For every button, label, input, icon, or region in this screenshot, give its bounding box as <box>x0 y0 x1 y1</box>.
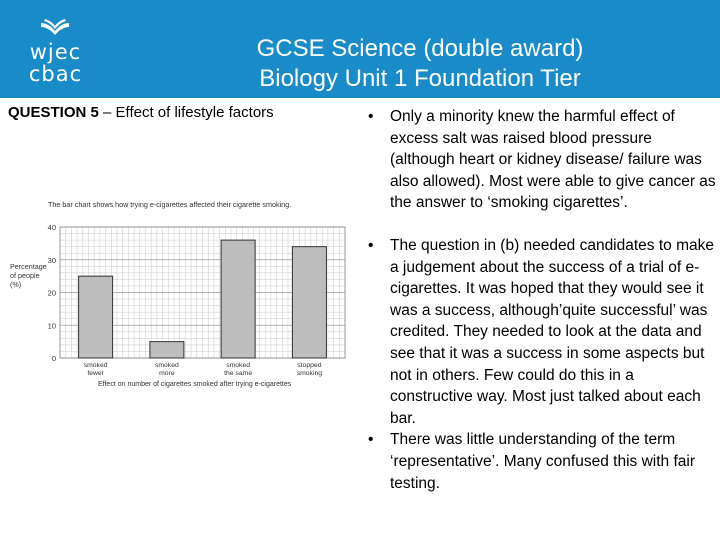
x-tick-label: smoked <box>154 362 179 369</box>
bullet-symbol: • <box>368 236 374 254</box>
commentary-list <box>366 106 716 494</box>
logo-text-wjec: wjec <box>29 40 82 64</box>
header-banner <box>0 0 720 98</box>
chart-title: The bar chart shows how trying e-cigarettes affected their cigarette smoking. <box>48 200 292 209</box>
x-axis-label: Effect on number of cigarettes smoked after trying e-cigarettes <box>98 381 292 388</box>
x-tick-label: smoked <box>226 362 251 369</box>
bullet-item <box>366 235 716 429</box>
y-tick-label: 0 <box>51 354 56 363</box>
y-tick-label: 30 <box>47 255 56 265</box>
x-tick-label: smoking <box>296 370 323 377</box>
title-line-2: Biology Unit 1 Foundation Tier <box>259 65 581 92</box>
question-topic: – Effect of lifestyle factors <box>98 104 274 121</box>
bar <box>221 240 255 358</box>
x-tick-label: more <box>159 370 175 377</box>
title-line-1: GCSE Science (double award) <box>256 35 584 62</box>
bar-chart-svg <box>8 195 353 410</box>
x-tick-label: the same <box>224 370 253 377</box>
bullet-item <box>366 429 716 494</box>
bullet-text: Only a minority knew the harmful effect of excess salt was raised blood pressure (although heart or kidney disease/ failure was also allowed). Most were able to give cancer as the answer to ‘smoking cigarettes’. <box>390 108 716 212</box>
bar <box>79 276 113 358</box>
question-number: QUESTION 5 <box>8 104 99 121</box>
bar-chart <box>8 195 353 410</box>
bullet-text: The question in (b) needed candidates to make a judgement about the success of a trial of e-cigarettes. It was hoped that they would see it was a success, although’quite successful’ was credited. They needed to look at the data and see that it was a success in some aspects but not in others. Few could do this in a constructive way. Most just talked about each bar. <box>390 236 714 427</box>
bullet-symbol: • <box>368 431 374 449</box>
bullet-symbol: • <box>368 108 374 125</box>
y-tick-label: 20 <box>47 288 56 298</box>
x-tick-label: stopped <box>297 362 322 369</box>
bullet-item <box>366 106 716 214</box>
wjec-logo <box>18 18 93 88</box>
bar <box>292 247 326 358</box>
x-tick-label: smoked <box>83 362 108 369</box>
y-axis-label: (%) <box>10 280 22 289</box>
bar <box>150 342 184 358</box>
y-axis-label: Percentage <box>10 262 47 271</box>
logo-text-cbac: cbac <box>28 62 83 86</box>
y-tick-label: 10 <box>47 321 56 331</box>
x-tick-label: fewer <box>87 370 104 377</box>
page-title <box>160 34 680 94</box>
y-tick-label: 40 <box>47 223 56 232</box>
question-label <box>8 104 274 121</box>
y-axis-label: of people <box>10 271 40 280</box>
bullet-text: There was little understanding of the term ‘representative’. Many confused this with fair testing. <box>390 431 695 492</box>
book-icon <box>40 18 70 38</box>
